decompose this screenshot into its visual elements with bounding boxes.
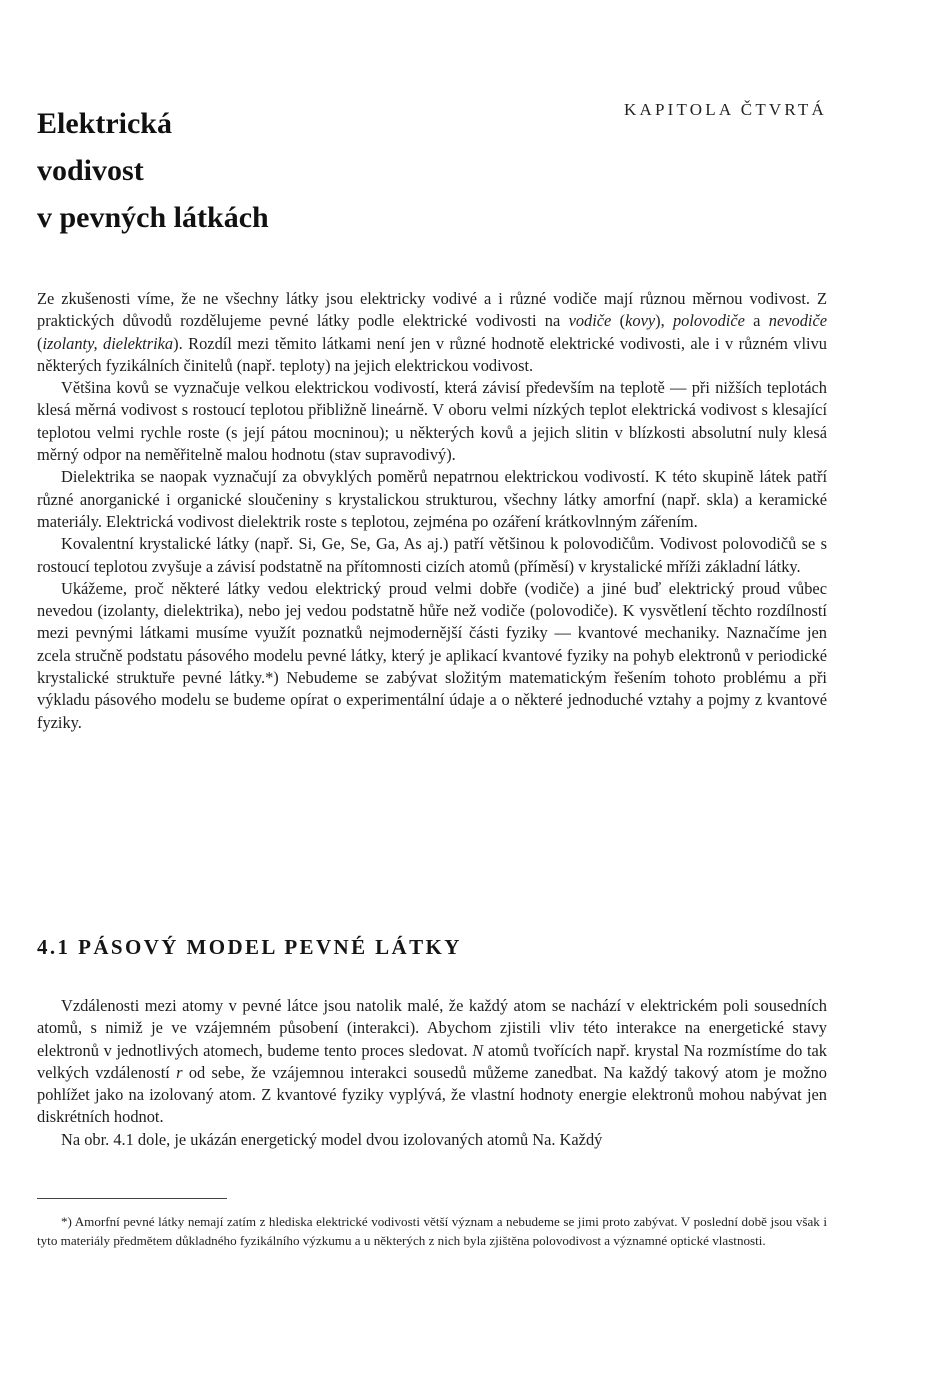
intro-text	[37, 288, 827, 734]
text-run: ),	[655, 311, 673, 331]
term: vodiče	[568, 311, 612, 331]
term: kovy	[625, 311, 656, 331]
text-run: (	[37, 333, 43, 353]
paragraph: Na obr. 4.1 dole, je ukázán energetický model dvou izolovaných atomů Na. Každý	[61, 1129, 603, 1149]
paragraph: Ukážeme, proč některé látky vedou elektrický proud velmi dobře (vodiče) a jiné buď elektrický proud vůbec nevedou (izolanty, dielektrika), nebo jej vedou podstatně hůře než vodiče (polovodiče). K vysvětlení těchto rozdílností mezi pevnými látkami musíme využít poznatků nejmodernější části fyziky — kvantové mechaniky. Naznačíme jen zcela stručně podstatu pásového modelu pevné látky, který je aplikací kvantové fyziky na pohyb elektronů v periodické krystalické struktuře pevné látky.*) Nebudeme se zabývat složitým matematickým řešením tohoto problému a při výkladu pásového modelu se budeme opírat o experimentální údaje a o některé jednoduché vztahy a pojmy z kvantové fyziky.	[37, 578, 827, 732]
section-text	[37, 995, 827, 1151]
term: polovodiče	[672, 311, 745, 331]
term: izolanty, dielektrika	[42, 333, 174, 353]
variable: r	[176, 1062, 183, 1082]
text-run: a	[744, 311, 769, 331]
chapter-title-line: vodivost	[37, 154, 144, 187]
paragraph: Kovalentní krystalické látky (např. Si, Ge, Se, Ga, As aj.) patří většinou k polovodičům. Vodivost polovodičů se s rostoucí teplotou zvyšuje a závisí podstatně na přítomnosti cizích atomů (příměsí) v krystalické mříži základní látky.	[37, 534, 827, 576]
variable: N	[472, 1040, 484, 1060]
chapter-title-line: Elektrická	[37, 107, 172, 140]
text-run: od sebe, že vzájemnou interakci sousedů můžeme zanedbat. Na každý takový atom je možno pohlížet jako na izolovaný atom. Z kvantové fyziky vyplývá, že vlastní hodnoty energie elektronů mohou nabývat jen diskrétních hodnot.	[37, 1062, 827, 1127]
text-run: ). Rozdíl mezi těmito látkami není jen v různé hodnotě elektrické vodivosti, ale i v různém vlivu některých fyzikálních činitelů (např. teploty) na jejich elektrickou vodivost.	[37, 333, 828, 375]
term: nevodiče	[768, 311, 827, 331]
paragraph: Dielektrika se naopak vyznačují za obvyklých poměrů nepatrnou elektrickou vodivostí. K této skupině látek patří různé anorganické i organické sloučeniny s krystalickou strukturou, všechny látky amorfní (např. skla) a keramické materiály. Elektrická vodivost dielektrik roste s teplotou, zejména po ozáření krátkovlnným zářením.	[37, 467, 827, 531]
chapter-title-line: v pevných látkách	[37, 201, 269, 234]
footnote: *) Amorfní pevné látky nemají zatím z hlediska elektrické vodivosti větší význam a nebudeme se jimi proto zabývat. V poslední době jsou však i tyto materiály předmětem důkladného fyzikálního výzkumu a u některých z nich byla zjištěna polovodivost a významné optické vlastnosti.	[37, 1214, 827, 1248]
text-run: Ze zkušenosti víme, že ne všechny látky jsou elektricky vodivé a i různé vodiče mají různou měrnou vodivost. Z praktických důvodů rozdělujeme pevné látky podle elektrické vodivosti na	[37, 289, 827, 331]
chapter-label: KAPITOLA ČTVRTÁ	[624, 100, 827, 119]
paragraph: Většina kovů se vyznačuje velkou elektrickou vodivostí, která závisí především na teplotě — při nižších teplotách klesá měrná vodivost s rostoucí teplotou přibližně lineárně. V oboru velmi nízkých teplot elektrická vodivost s klesající teplotou velmi rychle roste (s její pátou mocninou); u některých kovů a jejich slitin v blízkosti absolutní nuly klesá měrný odpor na neměřitelně malou hodnotu (stav supravodivý).	[37, 378, 827, 465]
chapter-title	[37, 100, 457, 241]
footnote-divider	[37, 1198, 227, 1199]
text-run: atomů tvořících např. krystal Na rozmístíme do tak velkých vzdáleností	[37, 1040, 827, 1082]
text-run: (	[611, 311, 626, 331]
section-heading: 4.1 PÁSOVÝ MODEL PEVNÉ LÁTKY	[37, 935, 462, 959]
text-run: Vzdálenosti mezi atomy v pevné látce jsou natolik malé, že každý atom se nachází v elektrickém poli sousedních atomů, s nimiž je ve vzájemném působení (interakci). Abychom zjistili vliv této interakce na energetické stavy elektronů v jednotlivých atomech, budeme tento proces sledovat.	[37, 996, 827, 1060]
paragraph	[37, 995, 827, 1129]
paragraph	[37, 288, 827, 377]
